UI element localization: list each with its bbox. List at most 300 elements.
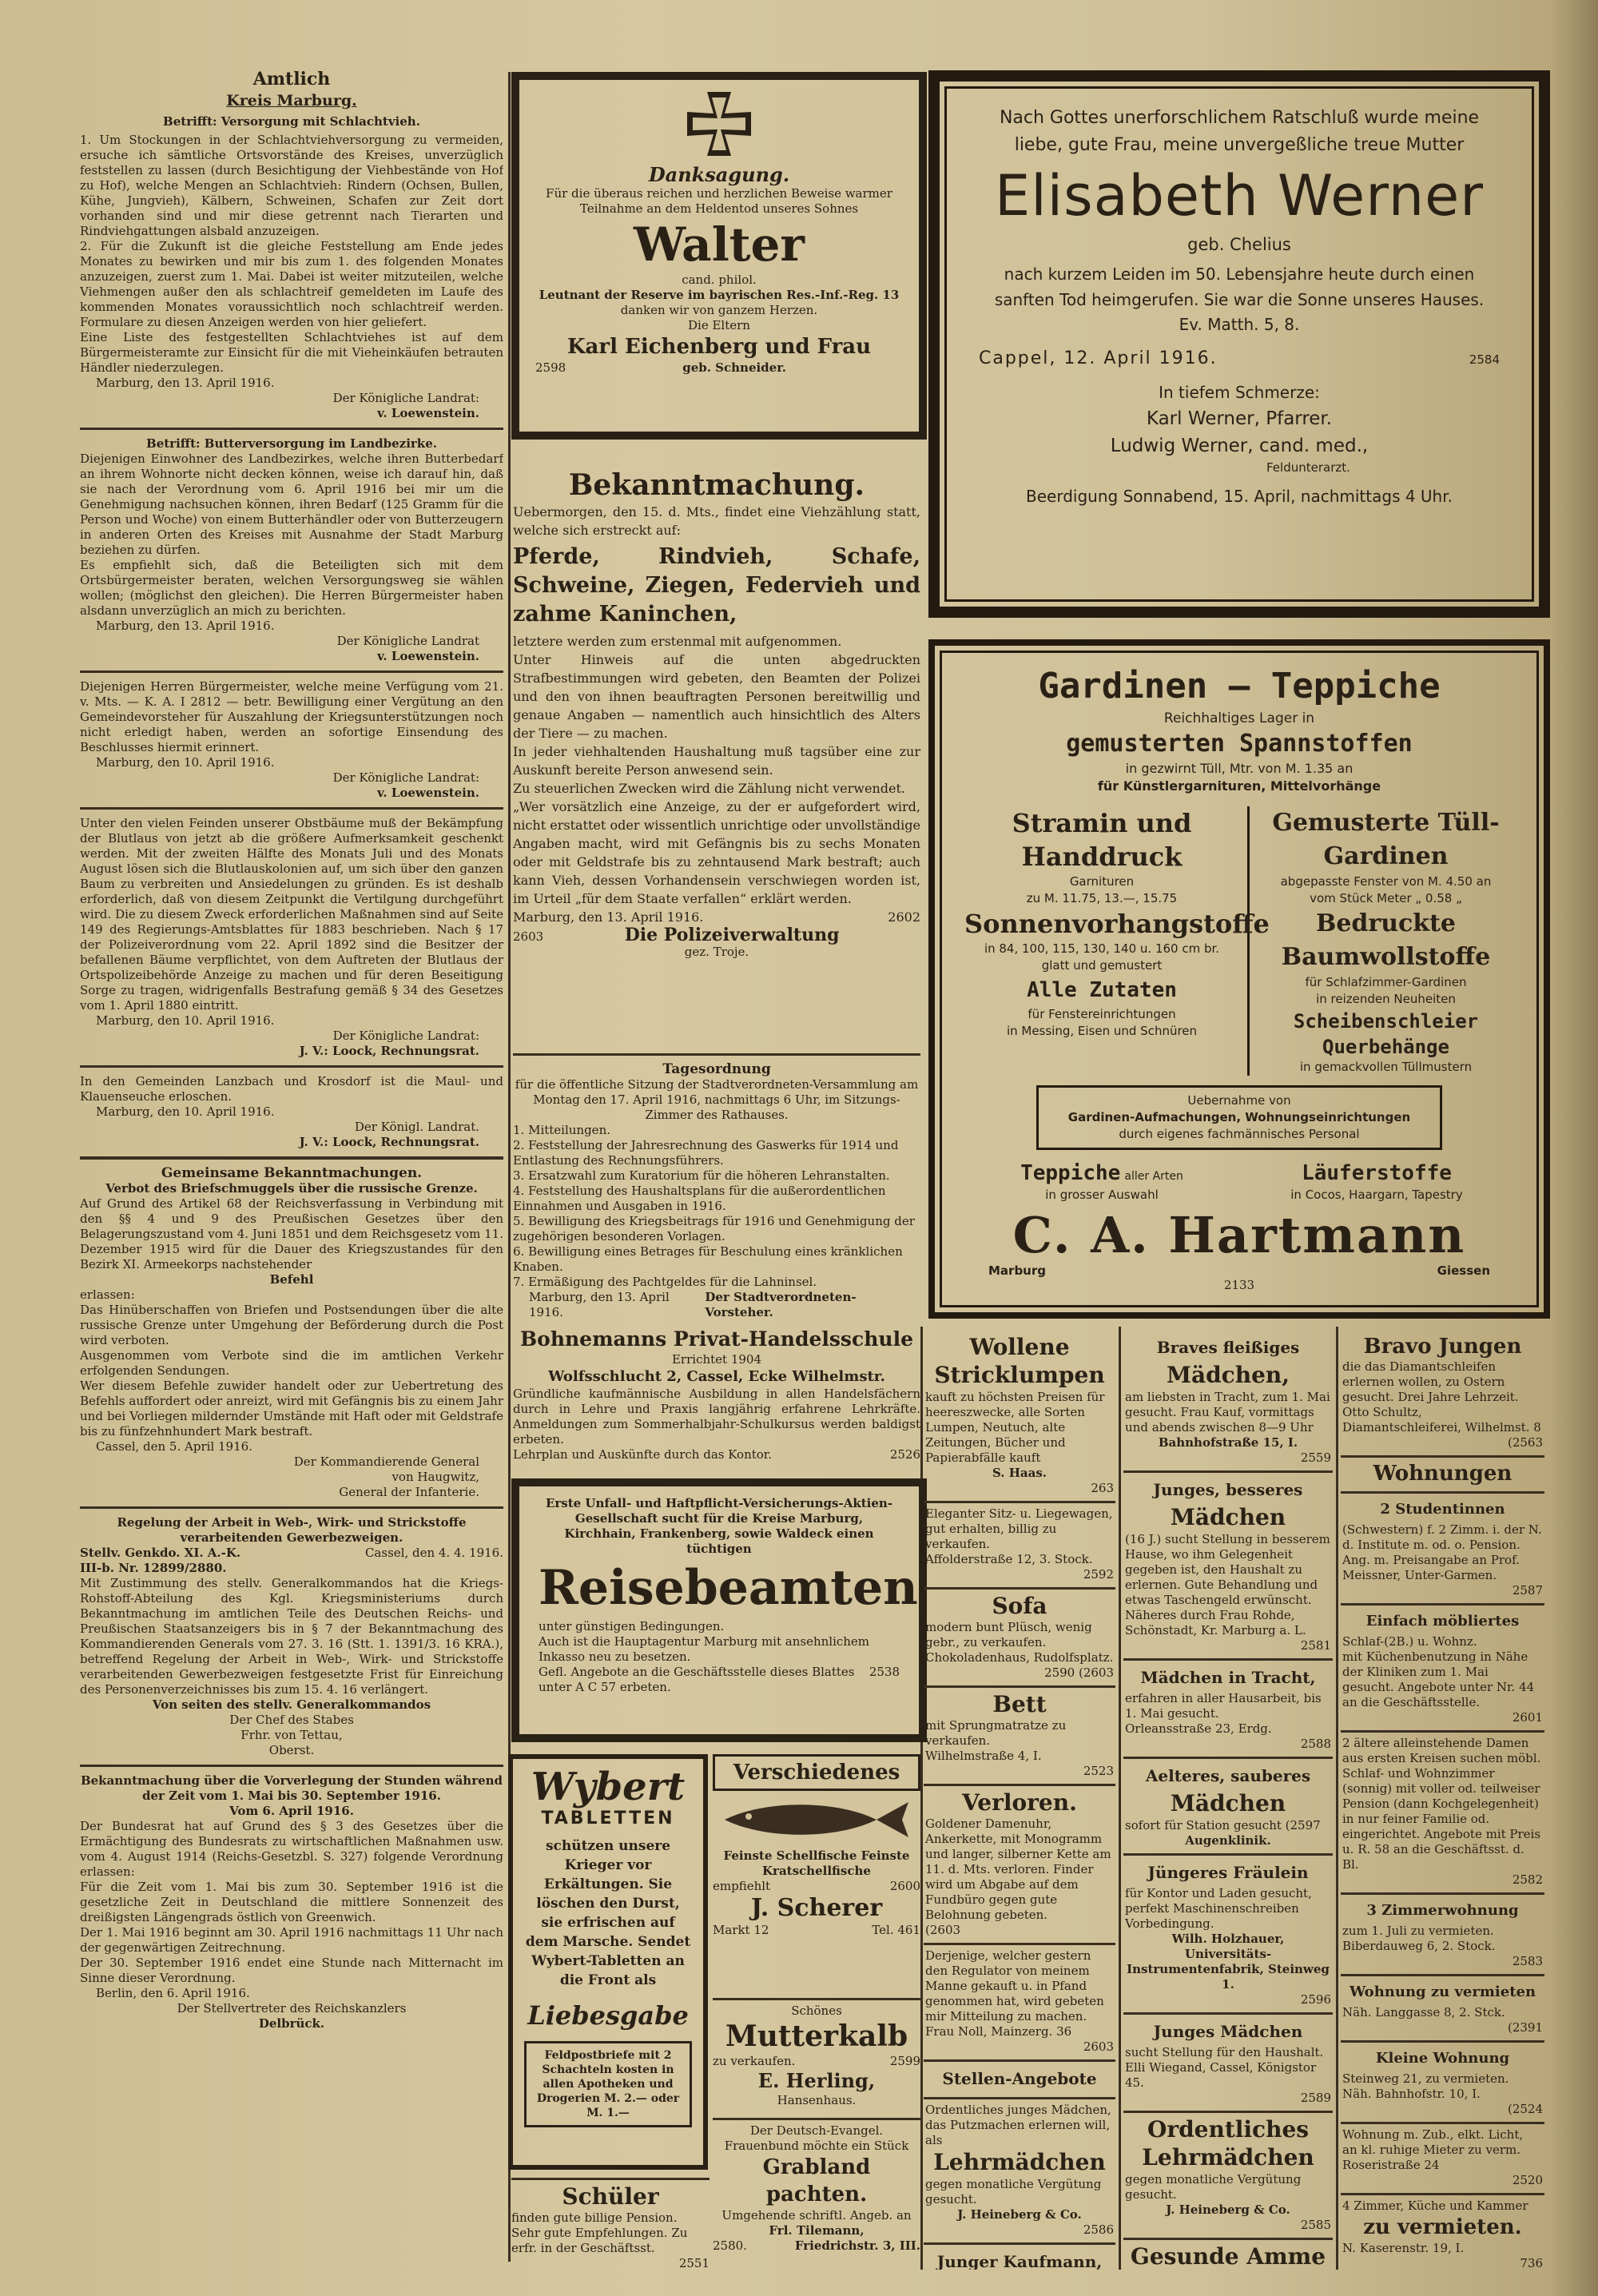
ad-text: Reichhaltiges Lager in: [1163, 710, 1315, 726]
ad-number: 2598: [535, 360, 566, 375]
ad-title: Gesunde Amme: [1130, 2243, 1326, 2270]
agenda-item: 7. Ermäßigung des Pachtgeldes für die Lahninsel.: [513, 1275, 817, 1289]
ad-text: in 84, 100, 115, 130, 140 u. 160 cm br.: [984, 941, 1220, 956]
ad-title: Sofa: [992, 1593, 1047, 1619]
notice-text: Der 30. September 1916 endet eine Stunde nach Mitternacht im Sinne dieser Verordnung.: [80, 1956, 503, 1985]
ad-title: Bohnemanns Privat-Handelsschule: [520, 1327, 913, 1351]
ad-title: Junges Mädchen: [1153, 2022, 1303, 2041]
classified-ad: [1123, 1331, 1333, 1473]
notice-signature: v. Loewenstein.: [377, 406, 479, 420]
classified-ad: [1123, 1473, 1333, 1661]
ad-number: 2520: [1512, 2173, 1543, 2187]
ad-highlight: Mädchen: [1170, 1790, 1286, 1817]
notice-signature: Von seiten des stellv. Generalkommandos: [152, 1697, 431, 1712]
ad-number: 2592: [1083, 1567, 1114, 1582]
ad-text: erfahren in aller Hausarbeit, bis 1. Mai gesucht.: [1125, 1691, 1322, 1721]
notice-text: Unter Hinweis auf die unten abgedruckten Strafbestimmungen wird gebeten, den Beamten der Polizei und den von ihnen beauftragten Personen bereitwillig und genaue Angaben — namentlich auch hinsichtlich des Alters der Tiere — zu machen.: [513, 652, 920, 741]
ad-brand: TABLETTEN: [541, 1809, 675, 1828]
notice-date: Marburg, den 10. April 1916.: [96, 1104, 275, 1119]
ad-name: J. Heineberg & Co.: [1166, 2202, 1290, 2217]
ad-number: 2589: [1300, 2091, 1331, 2105]
column-rule: [1336, 1327, 1338, 2270]
ad-item-title: Bedruckte Baumwollstoffe: [1281, 909, 1491, 971]
ad-address: Friedrichstr. 3, III.: [794, 2238, 920, 2253]
ad-title: Mädchen in Tracht,: [1140, 1668, 1316, 1687]
ad-address: Markt 12: [713, 1923, 769, 1937]
ad-item-title: Sonnenvorhangstoffe: [964, 909, 1270, 939]
agenda-title: Tagesordnung: [662, 1061, 771, 1077]
notice-highlight: Pferde, Rindvieh, Schafe, Schweine, Ziegen, Federvieh und zahme Kaninchen,: [513, 544, 920, 627]
ad-text: Wilhelmstraße 4, I.: [925, 1749, 1042, 1763]
notice-footer: [513, 926, 920, 945]
notice-text: Diejenigen Einwohner des Landbezirkes, welche ihren Butterbedarf an ihrem Wohnorte nicht decken können, weise ich darauf hin, daß sie nach der Verordnung vom 6. April 1916 bei mir um die Genehmigung nachsuchen können, ihren Bedarf (125 Gramm für die Person und Woche) von einem Butterhändler oder von Butterzeugern in anderen Orten des Kreises mit Ausnahme der Stadt Marburg beziehen zu dürfen.: [80, 452, 503, 557]
notice-signature: Der Königliche Landrat:: [332, 1029, 479, 1043]
obituary-signature: Ludwig Werner, cand. med.,: [1110, 436, 1369, 456]
ad-text: für Schlafzimmer-Gardinen: [1305, 975, 1467, 989]
divider: [513, 1053, 920, 1056]
ad-text: Otto Schultz, Diamantschleiferei, Wilhelmst. 8: [1342, 1405, 1541, 1435]
notice-signature: gez. Troje.: [684, 945, 749, 959]
ad-text: mit Küchenbenutzung in Nähe der Kliniken zum 1. Mai gesucht. Angebote unter Nr. 44 an die Geschäftsstelle.: [1342, 1649, 1535, 1709]
ad-name: Wilh. Holzhauer,: [1171, 1932, 1285, 1946]
iron-cross-icon: [683, 88, 755, 160]
ad-title: Wollene: [969, 1334, 1070, 1360]
ad-number: 2590 (2603: [1044, 1665, 1114, 1680]
ad-highlight: Lehrmädchen: [1142, 2144, 1314, 2171]
ad-text: Schlaf-(2B.) u. Wohnz.: [1342, 1634, 1477, 1649]
ad-row: [713, 2238, 920, 2254]
ad-title: Bett: [992, 1691, 1047, 1717]
ad-text: Biberdauweg 6, 2. Stock.: [1342, 1939, 1496, 1953]
notice-ref: Stellv. Genkdo. XI. A.-K.: [80, 1546, 241, 1560]
divider: [80, 428, 503, 430]
notice-signature: Die Polizeiverwaltung: [624, 925, 840, 945]
notice-text: letztere werden zum erstenmal mit aufgenommen.: [513, 634, 842, 649]
fish-icon: [717, 1796, 916, 1844]
ad-text: für Künstlergarnituren, Mittelvorhänge: [1097, 778, 1381, 794]
pupil-ad: [511, 2178, 710, 2271]
ad-title: Junger Kaufmann,: [936, 2252, 1103, 2270]
ad-text: sofort für Station gesucht (2597: [1125, 1818, 1321, 1832]
thanks-notice: [511, 72, 927, 440]
fish-ad: [713, 1754, 920, 1994]
notice-signature: Der Königl. Landrat.: [354, 1120, 479, 1134]
agenda-item: 3. Ersatzwahl zum Kuratorium für die höheren Lehranstalten.: [513, 1168, 890, 1183]
ad-text: 4 Zimmer, Küche und Kammer: [1342, 2199, 1528, 2213]
curtain-ad-inner: [940, 651, 1539, 1307]
notice-signature: Der Stellvertreter des Reichskanzlers: [177, 2001, 407, 2015]
ad-title: Bravo Jungen: [1363, 1335, 1522, 1359]
ad-text: Goldener Damenuhr, Ankerkette, mit Monogramm und langer, silberner Kette am 11. d. Mts. verloren. Finder wird um Abgabe auf dem Fundbüro gegen gute Belohnung gebeten.: [925, 1817, 1111, 1922]
ad-text: sucht Stellung für den Haushalt.: [1125, 2045, 1324, 2059]
obituary-text: Ev. Matth. 5, 8.: [1179, 315, 1300, 334]
notice-title: Regelung der Arbeit in Web-, Wirk- und Strickstoffe verarbeitenden Gewerbezweigen.: [117, 1515, 467, 1545]
obituary-row: [979, 343, 1500, 375]
wybert-ad: [508, 1754, 708, 2170]
ad-text: Gardinen-Aufmachungen, Wohnungseinrichtungen: [1067, 1110, 1411, 1124]
notice-title: Betrifft: Versorgung mit Schlachtvieh.: [163, 114, 420, 129]
classified-ad: [1123, 2015, 1333, 2113]
ad-number: 2588: [1300, 1737, 1331, 1751]
thanks-title: Danksagung.: [648, 163, 790, 186]
ad-highlight: Mädchen,: [1166, 1362, 1290, 1388]
notice-text: Eine Liste des festgestellten Schlachtviehes ist auf dem Bürgermeisteramte zur Einsicht für die mit Vieheinkäufen betrauten Händler niederzulegen.: [80, 330, 503, 375]
ad-title: 2 Studentinnen: [1380, 1501, 1505, 1518]
ad-name: Frl. Tilemann,: [769, 2223, 865, 2238]
classified-ad: [1341, 2043, 1544, 2124]
notice-title: Betrifft: Butterversorgung im Landbezirke.: [146, 436, 437, 451]
ad-name: Augenklinik.: [1185, 1833, 1271, 1848]
notice-date: Vom 6. April 1916.: [229, 1804, 354, 1818]
thanks-text: Die Eltern: [688, 318, 750, 332]
classified-ad: [1341, 1895, 1544, 1976]
ad-text: Umgehende schriftl. Angeb. an: [721, 2208, 912, 2222]
ad-number: (2563: [1507, 1435, 1543, 1450]
classified-ad: [1341, 1494, 1544, 1606]
ad-highlight: zu vermieten.: [1363, 2215, 1522, 2239]
ad-phone: Tel. 461: [872, 1923, 920, 1937]
ad-text: Wohnung m. Zub., elkt. Licht,: [1342, 2127, 1524, 2142]
ad-highlight: Stricklumpen: [934, 1362, 1105, 1388]
ad-text: an kl. ruhige Mieter zu verm.: [1342, 2143, 1521, 2157]
ad-text: Erste Unfall- und Haftpflicht-Versicherungs-Aktien-Gesellschaft sucht für die Kreise Marburg, Kirchhain, Frankenberg, sowie Waldeck einen tüchtigen: [545, 1496, 893, 1556]
ad-text: Auch ist die Hauptagentur Marburg mit ansehnlichem Inkasso neu zu besetzen.: [539, 1634, 870, 1664]
ad-name: E. Herling,: [757, 2069, 876, 2092]
ad-text: für Kontor und Laden gesucht, perfekt Maschinenschreiben Vorbedingung.: [1125, 1886, 1312, 1931]
notice-signature: Der Chef des Stabes: [229, 1713, 354, 1727]
obituary-signature: Karl Werner, Pfarrer.: [1146, 408, 1333, 429]
notice-text: Uebermorgen, den 15. d. Mts., findet eine Viehzählung statt, welche sich erstreckt auf:: [513, 504, 920, 538]
notice-signature: Der Königliche Landrat: [336, 634, 479, 648]
ad-cities: [964, 1263, 1514, 1278]
ad-number: 2582: [1512, 1872, 1543, 1887]
notice-signature: Der Kommandierende General: [293, 1454, 479, 1469]
ad-footer: [539, 1665, 900, 1695]
thanks-text: danken wir von ganzem Herzen.: [620, 303, 818, 317]
insurance-ad: [511, 1478, 927, 1742]
ad-title: Aelteres, sauberes: [1145, 1766, 1311, 1785]
ad-title: Einfach möbliertes: [1365, 1613, 1520, 1629]
notice-ref-row: [80, 1546, 503, 1561]
notice-text: „Wer vorsätzlich eine Anzeige, zu der er aufgefordert wird, nicht erstattet oder wissentlich unrichtige oder unvollständige Angaben macht, wird mit Gefängnis bis zu sechs Monaten oder mit Geldstrafe bis zu zehntausend Mark bestraft; auch kann Vieh, dessen Vorhandensein verschwiegen worden ist, im Urteil „für dem Staate verfallen“ erklärt werden.: [513, 799, 920, 906]
ad-text: Schönes: [791, 2004, 842, 2018]
notice-text: Diejenigen Herren Bürgermeister, welche meine Verfügung vom 21. v. Mts. — K. A. I 2812 — betr. Bewilligung einer Vergütung an den Gemeindevorsteher für Auszahlung der Kriegsunterstützungen noch nicht erledigt haben, werden an sofortige Einsendung des Beschlusses hiermit erinnert.: [80, 679, 503, 754]
ad-text: Der Deutsch-Evangel. Frauenbund möchte ein Stück: [724, 2123, 909, 2153]
ad-number: 2600: [889, 1879, 920, 1893]
ad-item-title: Scheibenschleier: [1293, 1010, 1479, 1033]
ad-number: 2133: [1223, 1278, 1255, 1292]
classified-ad: [924, 1503, 1115, 1590]
ad-right-column: [1239, 1160, 1514, 1203]
ad-title: 3 Zimmerwohnung: [1366, 1902, 1519, 1919]
ad-text: zum 1. Juli zu vermieten.: [1342, 1924, 1494, 1938]
ad-text: aus ersten Kreisen suchen möbl. Schlaf- und Wohnzimmer (sonnig) mit voller od. teilweiser Pension (dann Kochgelegenheit) in nur feiner Familie od. eingerichtet. Angebote mit Preis u. R. 58 an die Geschäftsst. d. Bl.: [1342, 1751, 1541, 1872]
notice-title: Bekanntmachung.: [568, 468, 865, 502]
ad-number: 736: [1520, 2256, 1543, 2270]
ad-row: [713, 1923, 920, 1938]
ad-text: vom Stück Meter „ 0.58 „: [1310, 891, 1462, 905]
ad-text: Errichtet 1904: [671, 1352, 762, 1367]
ad-highlight: Liebesgabe: [527, 2000, 689, 2031]
garden-land-ad: [713, 2118, 920, 2275]
notice-text: Wer diesem Befehle zuwider handelt oder zur Uebertretung des Befehls auffordert oder anreizt, wird mit Gefängnis bis zu einem Jahr und bei Vorliegen mildernder Umstände mit Haft oder mit Geldstrafe bis zu fünfzehnhundert Mark bestraft.: [80, 1379, 503, 1438]
notice-date: Marburg, den 10. April 1916.: [96, 755, 275, 770]
ad-text: mit Sprungmatratze zu verkaufen.: [925, 1718, 1067, 1748]
ad-city: Marburg: [988, 1263, 1046, 1278]
obituary-inner: [944, 86, 1534, 602]
ad-number: 2596: [1300, 1992, 1331, 2007]
classified-ad: [1123, 1759, 1333, 1856]
ad-city: Giessen: [1437, 1263, 1490, 1278]
ad-number: 2603: [513, 929, 544, 944]
classified-ad: [1341, 2195, 1544, 2270]
notice-date: Marburg, den 13. April 1916.: [96, 376, 275, 390]
ad-row: [713, 1879, 920, 1894]
notice-text: Ausgenommen vom Verbote sind die im amtlichen Verkehr erfolgenden Sendungen.: [80, 1348, 503, 1378]
ad-firm-name: C. A. Hartmann: [1012, 1206, 1466, 1264]
ad-text: Eleganter Sitz- u. Liegewagen,: [925, 1506, 1113, 1521]
classified-ad: [1341, 1331, 1544, 1458]
agenda-text: für die öffentliche Sitzung der Stadtverordneten-Versammlung am Montag den 17. April 1916, nachmittags 6 Uhr, im Sitzungs-Zimmer des Rathauses.: [515, 1077, 919, 1122]
ad-title: Wohnung zu vermieten: [1349, 1984, 1536, 2000]
obituary-text: Beerdigung Sonnabend, 15. April, nachmittags 4 Uhr.: [1026, 487, 1453, 506]
notice-text: Mit Zustimmung des stellv. Generalkommandos hat die Kriegs-Rohstoff-Abteilung des Kgl. Kriegsministeriums durch Bekanntmachung im amtlichen Teile des Deutschen Reichs- und Preußischen Staatsanzeigers bis in § 7 der Bekanntmachung des Kommandierenden Generals vom 27. 3. 16 (Stt. 1. 1391/3. 16 KRA.), betreffend Regelung der Arbeit in Web-, Wirk- und Strickstoffe verarbeitenden Gewerbezweigen festgesetzte Frist für Einreichung des Personenverzeichnisses bis zum 15. 4. 16 verlängert.: [80, 1576, 503, 1697]
official-notices-column: [80, 68, 503, 2266]
notice-signature: Oberst.: [268, 1743, 315, 1757]
classified-ad: [924, 1688, 1115, 1786]
ad-item-title: Gemusterte Tüll-Gardinen: [1272, 809, 1500, 870]
ad-number: 2580.: [713, 2238, 747, 2253]
notice-text: In den Gemeinden Lanzbach und Krosdorf ist die Maul- und Klauenseuche erloschen.: [80, 1074, 503, 1104]
ad-name: Universitäts-Instrumentenfabrik, Steinweg 1.: [1127, 1947, 1330, 1992]
ad-number: 2526: [889, 1447, 920, 1462]
ad-text: in Cocos, Haargarn, Tapestry: [1290, 1188, 1463, 1202]
classified-ad: [924, 1786, 1115, 1945]
notice-text: Der 1. Mai 1916 beginnt am 30. April 1916 nachmittags 11 Uhr nach der gegenwärtigen Zeitrechnung.: [80, 1925, 503, 1955]
ad-title: Wohnungen: [1373, 1462, 1513, 1486]
agenda-item: 5. Bewilligung des Kriegsbeitrags für 1916 und Genehmigung der zugehörigen besonderen Vorlagen.: [513, 1214, 915, 1244]
calf-ad: [713, 1998, 920, 2119]
ad-title: Kleine Wohnung: [1375, 2050, 1510, 2067]
notice-text: Der Bundesrat hat auf Grund des § 3 des Gesetzes über die Ermächtigung des Bundesrats zu wirtschaftlichen Maßnahmen usw. vom 4. August 1914 (Reichs-Gesetzbl. S. 327) folgende Verordnung erlassen:: [80, 1819, 503, 1879]
ad-number: (2391: [1507, 2020, 1543, 2035]
ad-text: aller Arten: [1124, 1170, 1183, 1183]
classified-ad: [924, 2245, 1115, 2270]
ad-number: 2538: [869, 1665, 900, 1679]
notice-date: Marburg, den 10. April 1916.: [96, 1013, 275, 1028]
ad-title: Braves fleißiges: [1156, 1338, 1300, 1357]
ad-number: 2551: [678, 2256, 710, 2270]
ad-text: empfiehlt: [713, 1879, 771, 1893]
ad-title: Gardinen — Teppiche: [1038, 666, 1441, 706]
thanks-text: Leutnant der Reserve im bayrischen Res.-Inf.-Reg. 13: [539, 288, 900, 302]
ad-left-column: [964, 1160, 1239, 1203]
ad-text: (16 J.) sucht Stellung in besserem Hause, wo ihm Gelegenheit gegeben ist, den Haushalt zu erlernen. Gute Behandlung und etwas Taschengeld erwünscht. Näheres durch Frau Rohde, Schönstadt, Kr. Marburg a. L.: [1125, 1532, 1330, 1637]
ad-service-box: [1036, 1085, 1442, 1150]
notice-date: Berlin, den 6. April 1916.: [96, 1986, 250, 2000]
column-rule: [920, 1327, 923, 2270]
school-ad: [513, 1327, 920, 1470]
ad-text: gegen monatliche Vergütung gesucht.: [925, 2177, 1102, 2206]
classified-column-1: [924, 1331, 1115, 2270]
ad-highlight: Grabland pachten.: [762, 2155, 871, 2206]
section-heading: Verschiedenes: [733, 1761, 900, 1785]
notice-text: Unter den vielen Feinden unserer Obstbäume muß der Bekämpfung der Blutlaus von jetzt ab die größere Aufmerksamkeit geschenkt werden. Mit der zweiten Hälfte des Monats Juli und des Monats August lösen sich die Blutlauskolonien auf, um sich über den ganzen Baum zu verbreiten und Ansiedelungen zu gründen. Es ist deshalb erforderlich, daß von diesem Zeitpunkt die Vertilgung durchgeführt wird. Die zu diesem Zweck erforderlichen Maßnahmen sind auf Seite 149 des Regierungs-Amtsblattes für 1883 beschrieben. Nach § 17 der Polizeiverordnung vom 22. April 1892 sind die Besitzer der befallenen Bäume verpflichtet, von dem Auftreten der Blutlaus der Ortspolizeibehörde Anzeige zu machen und für deren Beseitigung Sorge zu tragen, widrigenfalls Bestrafung gemäß § 34 des Gesetzes vom 1. April 1880 eintritt.: [80, 816, 503, 1013]
notice-title: Bekanntmachung über die Vorverlegung der Stunden während der Zeit vom 1. Mai bis 30. September 1916.: [80, 1773, 503, 1803]
ad-row: [713, 2054, 920, 2069]
thanks-text: Für die überaus reichen und herzlichen Beweise warmer Teilnahme an dem Heldentod unseres Sohnes: [546, 186, 892, 216]
notice-text: erlassen:: [80, 1287, 135, 1302]
ad-text: Affolderstraße 12, 3. Stock.: [925, 1552, 1093, 1566]
ad-text: 2 ältere alleinstehende Damen: [1342, 1736, 1529, 1750]
classified-ad: [1123, 2113, 1333, 2240]
ad-text: Näh. Langgasse 8, 2. Stck.: [1342, 2005, 1505, 2019]
ad-number: 2584: [1469, 352, 1500, 367]
notice-signature: v. Loewenstein.: [377, 786, 479, 800]
agenda-notice: [513, 1047, 920, 1319]
classified-ad: [1123, 2240, 1333, 2270]
ad-text: abgepasste Fenster von M. 4.50 an: [1280, 874, 1492, 889]
obituary-text: In tiefem Schmerze:: [1159, 383, 1320, 402]
section-heading: Gemeinsame Bekanntmachungen.: [161, 1165, 423, 1181]
ad-number: 2585: [1300, 2218, 1331, 2232]
ad-two-column: [964, 1160, 1514, 1203]
ad-number: 263: [1091, 1481, 1114, 1495]
ad-text: gut erhalten, billig zu verkaufen.: [925, 1522, 1057, 1551]
notice-signature: Delbrück.: [258, 2016, 325, 2031]
classified-ad: [924, 1590, 1115, 1688]
ad-text: unter günstigen Bedingungen.: [539, 1619, 725, 1633]
ad-number: 2587: [1512, 1583, 1543, 1598]
agenda-item: 2. Feststellung der Jahresrechnung des Gaswerks für 1914 und Entlastung des Rechnungsführers.: [513, 1138, 899, 1168]
ad-title: Stellen-Angebote: [942, 2069, 1097, 2088]
notice-ref: III-b. Nr. 12899/2880.: [80, 1561, 227, 1575]
ad-highlight: Reisebeamten: [539, 1560, 918, 1616]
ad-name: J. Scherer: [750, 1894, 883, 1922]
classified-ad: [1341, 1458, 1544, 1494]
ad-text: Feldpostbriefe mit 2 Schachteln kosten in allen Apotheken und Drogerien M. 2.— oder M. 1.—: [536, 2049, 680, 2119]
ad-price-box: [524, 2041, 692, 2127]
obituary-text: Feldunterarzt.: [1266, 460, 1350, 475]
ad-number: 2602: [888, 909, 920, 925]
ad-left-column: [964, 806, 1270, 1076]
thanks-signature: Karl Eichenberg und Frau: [566, 335, 872, 359]
ad-text: in gezwirnt Tüll, Mtr. von M. 1.35 an: [1125, 761, 1354, 776]
agenda-item: 6. Bewilligung eines Betrages für Beschulung eines kränklichen Knaben.: [513, 1244, 903, 1274]
ad-item-title: Teppiche: [1020, 1161, 1121, 1185]
ad-text: Chokoladenhaus, Rudolfsplatz.: [925, 1650, 1114, 1665]
district-heading: Kreis Marburg.: [226, 92, 357, 109]
ad-item-title: Stramin und Handdruck: [1012, 808, 1192, 872]
obituary-text: geb. Chelius: [1187, 235, 1291, 254]
notice-signature: J. V.: Loock, Rechnungsrat.: [299, 1044, 479, 1058]
ad-text: (2603: [925, 1923, 961, 1937]
notice-signature: v. Loewenstein.: [377, 649, 479, 663]
notice-date: Cassel, den 5. April 1916.: [96, 1439, 252, 1454]
ad-number: (2524: [1507, 2102, 1543, 2116]
notice-text: Für die Zeit vom 1. Mai bis zum 30. September 1916 ist die gesetzliche Zeit in Deutschland die mittlere Sonnenzeit des dreißigsten Längengrads östlich von Greenwich.: [80, 1880, 503, 1924]
agenda-item: 1. Mitteilungen.: [513, 1123, 610, 1137]
ad-text: Derjenige, welcher gestern den Regulator von meinem Manne gekauft u. in Pfand genommen hat, wird gebeten mir Mitteilung zu machen.: [925, 1948, 1104, 2023]
ad-name: J. Heineberg & Co.: [957, 2207, 1082, 2222]
ad-text: Orleansstraße 23, Erdg.: [1125, 1721, 1272, 1736]
ad-text: Elli Wiegand, Cassel, Königstor 45.: [1125, 2060, 1317, 2090]
ad-text: Steinweg 21, zu vermieten.: [1342, 2071, 1509, 2086]
ad-number: 2581: [1300, 1638, 1331, 1653]
notice-signature: von Haugwitz,: [392, 1470, 479, 1484]
ad-footer: [513, 1447, 920, 1462]
ad-text: Uebernahme von: [1187, 1093, 1291, 1108]
classified-column-3: [1341, 1331, 1544, 2270]
ad-text: N. Kaserenstr. 19, I.: [1342, 2241, 1465, 2255]
ad-text: Lehrplan und Auskünfte durch das Kontor.: [513, 1447, 773, 1462]
ad-number: 2603: [1083, 2039, 1114, 2054]
ad-text: glatt und gemustert: [1041, 958, 1163, 973]
ad-title: Verloren.: [962, 1789, 1077, 1816]
ad-highlight: Mutterkalb: [725, 2019, 908, 2053]
notice-signature: Der Stadtverordneten-Vorsteher.: [705, 1290, 857, 1319]
ad-text: Gründliche kaufmännische Ausbildung in allen Handelsfächern durch in Lehre und Praxis langjährig erfahrene Lehrkräfte. Anmeldungen zum Sommerhalbjahr-Schulkursus werden baldigst erbeten.: [513, 1387, 920, 1446]
ad-number: 2599: [889, 2054, 920, 2068]
ad-text: in grosser Auswahl: [1045, 1188, 1159, 1202]
ad-number: 2586: [1083, 2222, 1114, 2237]
ad-title: Ordentliches: [1147, 2116, 1310, 2143]
obituary-notice: [928, 70, 1550, 618]
classified-ad: [1341, 1606, 1544, 1733]
notice-text: 1. Um Stockungen in der Schlachtviehversorgung zu vermeiden, ersuche ich sämtliche Ortsvorstände des Kreises, unverzüglich feststellen zu lassen (durch Besichtigung der Viehbestände von Hof zu Hof), welche Mengen an Schlachtvieh: Rindern (Ochsen, Bullen, Kühe, Jungvieh), Kälbern, Schweinen, Schafen zur Zeit dort vorhanden sind und mir diese getrennt nach Tierarten und Rindviehgattungen alsbald anzuzeigen.: [80, 133, 503, 238]
obituary-text: nach kurzem Leiden im 50. Lebensjahre heute durch einen sanften Tod heimgerufen. Sie war die Sonne unseres Hauses.: [994, 265, 1485, 309]
thanks-name: Walter: [634, 217, 805, 272]
ad-text: Feinste Schellfische Feinste Kratschellfische: [723, 1848, 910, 1878]
divider: [80, 670, 503, 673]
curtain-carpet-ad: [928, 639, 1550, 1319]
ad-text: die das Diamantschleifen erlernen wollen, zu Ostern gesucht. Drei Jahre Lehrzeit.: [1342, 1359, 1519, 1404]
ad-text: Ordentliches junges Mädchen, das Putzmachen erlernen will, als: [925, 2103, 1111, 2147]
ad-brand: Wybert: [531, 1765, 686, 1809]
classified-ad: [924, 2099, 1115, 2245]
classified-column-2: [1123, 1331, 1333, 2270]
notice-text: Auf Grund des Artikel 68 der Reichsverfassung in Verbindung mit den §§ 4 und 9 des Preußischen Gesetzes über den Belagerungszustand vom 4. Juni 1851 und dem Reichsgesetz vom 11. Dezember 1915 wird für die Dauer des Kriegszustandes für den Bezirk XI. Armeekorps nachstehender: [80, 1196, 503, 1271]
notice-title: Verbot des Briefschmuggels über die russische Grenze.: [105, 1181, 478, 1196]
ad-text: modern bunt Plüsch, wenig gebr., zu verkaufen.: [925, 1620, 1092, 1649]
notice-signature: J. V.: Loock, Rechnungsrat.: [299, 1135, 479, 1149]
ad-number: 2559: [1300, 1450, 1331, 1465]
ad-text: Näh. Bahnhofstr. 10, I.: [1342, 2087, 1481, 2101]
ad-text: am liebsten in Tracht, zum 1. Mai gesucht. Frau Kauf, vormittags und abends zwischen 8—9 Uhr: [1125, 1390, 1330, 1435]
ad-address: Hansenhaus.: [777, 2093, 857, 2107]
classified-ad: [924, 2062, 1115, 2099]
classified-ad: [1123, 1856, 1333, 2015]
obituary-name: Elisabeth Werner: [995, 163, 1484, 229]
notice-text: 2. Für die Zukunft ist die gleiche Feststellung am Ende jedes Monates zu bewirken und mir bis zum 1. des folgenden Monates anzuzeigen, zuerst zum 1. Mai. Dabei ist weiter mitzuteilen, welche Viehmengen außer den als schlachtreif gemeldeten im Laufe des kommenden Monates voraussichtlich noch schlachtreif werden. Formulare zu diesen Anzeigen werden von hier geliefert.: [80, 239, 503, 329]
agenda-list: [513, 1123, 920, 1290]
ad-text: Gefl. Angebote an die Geschäftsstelle dieses Blattes unter A C 57 erbeten.: [539, 1665, 855, 1694]
obituary-text: Nach Gottes unerforschlichem Ratschluß wurde meine liebe, gute Frau, meine unvergeßliche treue Mutter: [999, 108, 1480, 155]
ad-text: schützen unsere Krieger vor Erkältungen. Sie löschen den Durst, sie erfrischen auf dem Marsche. Sendet Wybert-Tabletten an die Front als: [525, 1838, 691, 1988]
ad-text: in reizenden Neuheiten: [1316, 992, 1456, 1006]
classified-ad: [1123, 1661, 1333, 1759]
agenda-item: 4. Feststellung des Haushaltsplans für die außerordentlichen Einnahmen und Ausgaben in 1916.: [513, 1184, 886, 1213]
ad-text: gegen monatliche Vergütung gesucht.: [1125, 2172, 1302, 2202]
ad-item-title: Läuferstoffe: [1302, 1161, 1452, 1185]
notice-signature: Der Königliche Landrat:: [332, 391, 479, 405]
ad-item-title: Alle Zutaten: [1027, 978, 1177, 1002]
divider: [80, 1506, 503, 1509]
ad-two-column: [964, 806, 1514, 1076]
section-heading: Amtlich: [252, 69, 331, 90]
ad-title: Jüngeres Fräulein: [1147, 1863, 1309, 1882]
ad-highlight: Mädchen: [1170, 1504, 1286, 1530]
